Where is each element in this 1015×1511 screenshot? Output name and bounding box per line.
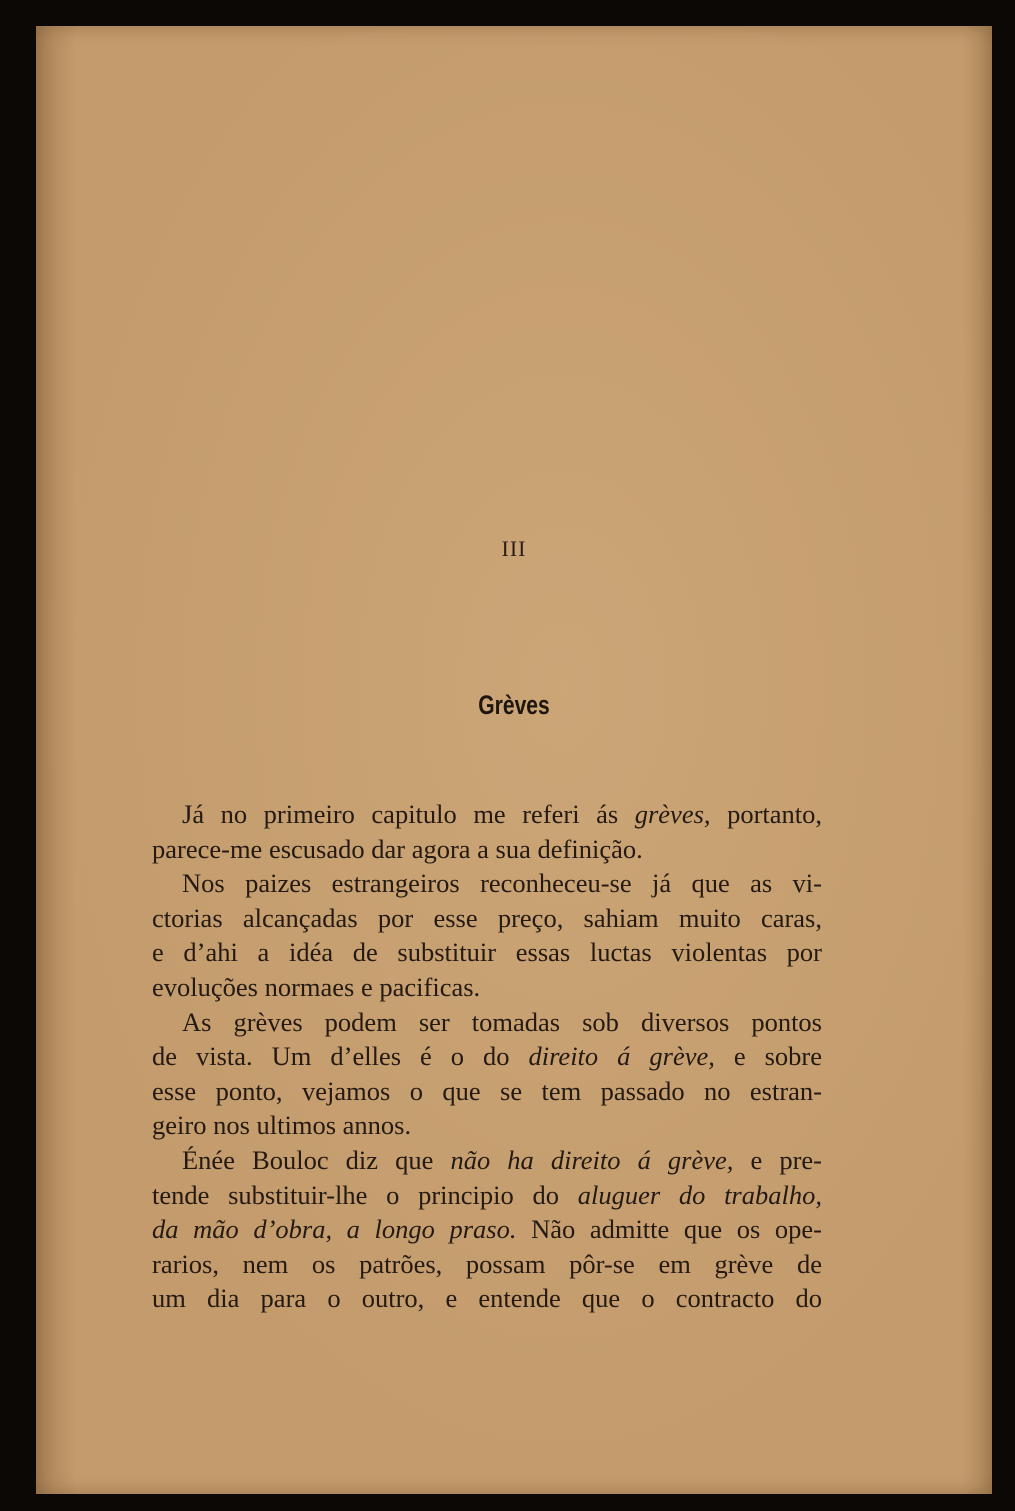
text-line — [152, 1281, 822, 1316]
text-segment: de vista. Um d’elles é o do — [152, 1041, 529, 1072]
text-line — [152, 970, 822, 1005]
text-segment: tende substituir-lhe o principio do — [152, 1179, 578, 1210]
text-segment: evoluções normaes e pacificas. — [152, 971, 481, 1002]
body-text — [152, 797, 822, 1316]
italic-phrase: direito á grève, — [528, 1041, 715, 1072]
text-line — [152, 832, 822, 867]
text-segment: e d’ahi a idéa de substituir essas luctas violentas por — [152, 937, 822, 968]
text-line — [152, 1039, 822, 1074]
text-segment: As grèves podem ser tomadas sob diversos pontos — [182, 1006, 822, 1037]
text-segment: e sobre — [714, 1041, 822, 1072]
text-line — [152, 1212, 822, 1247]
text-line — [152, 1108, 822, 1143]
text-segment: esse ponto, vejamos o que se tem passado no estran- — [152, 1075, 822, 1106]
chapter-title: Grèves — [478, 690, 550, 720]
text-segment: Énée Bouloc diz que — [182, 1144, 451, 1175]
chapter-number: III — [501, 536, 527, 561]
text-segment: um dia para o outro, e entende que o contracto do — [152, 1283, 822, 1314]
text-line — [152, 1005, 822, 1040]
text-segment: ctorias alcançadas por esse preço, sahiam muito caras, — [152, 902, 822, 933]
text-segment: Nos paizes estrangeiros reconheceu-se já que as vi- — [182, 868, 822, 899]
book-page — [36, 26, 992, 1494]
text-segment: rarios, nem os patrões, possam pôr-se em grève de — [152, 1248, 822, 1279]
text-segment: portanto, — [710, 799, 823, 829]
text-line — [152, 797, 822, 832]
text-segment: Já no primeiro capitulo me referi ás — [182, 799, 635, 829]
italic-phrase: da mão d’obra, a longo praso. — [152, 1214, 517, 1245]
text-line — [152, 866, 822, 901]
text-line — [152, 1143, 822, 1178]
text-line — [152, 901, 822, 936]
text-segment: geiro nos ultimos annos. — [152, 1110, 412, 1141]
text-line — [152, 1247, 822, 1282]
text-segment: Não admitte que os ope- — [516, 1214, 822, 1245]
text-segment: e pre- — [733, 1144, 822, 1175]
italic-phrase: grèves, — [634, 799, 711, 829]
text-line — [152, 935, 822, 970]
text-line — [152, 1178, 822, 1213]
italic-phrase: não ha direito á grève, — [450, 1144, 734, 1175]
text-segment: parece-me escusado dar agora a sua definição. — [152, 833, 643, 864]
text-line — [152, 1074, 822, 1109]
italic-phrase: aluguer do trabalho, — [577, 1179, 822, 1210]
